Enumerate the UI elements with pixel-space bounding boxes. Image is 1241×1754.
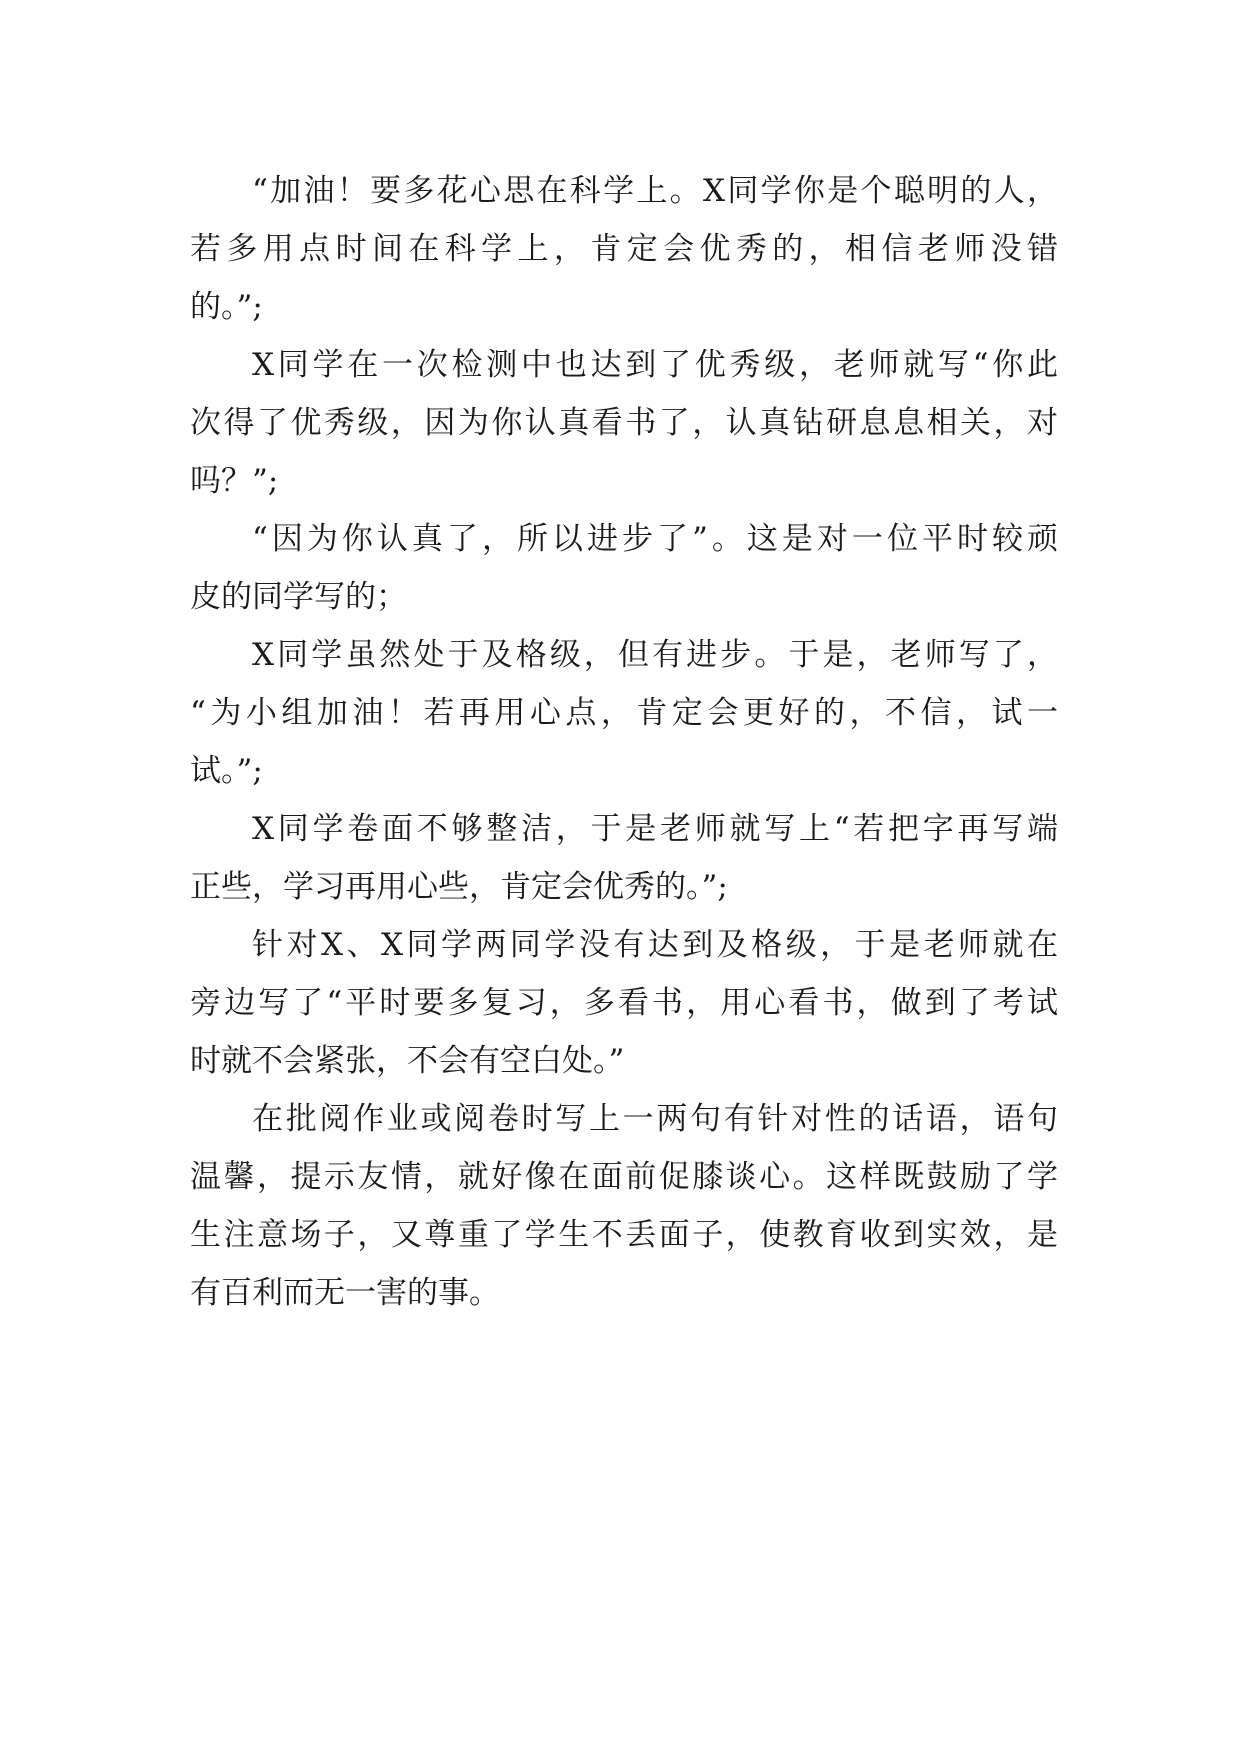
paragraph xyxy=(190,336,1058,510)
paragraph-line: 在批阅作业或阅卷时写上一两句有针对性的话语，语句 xyxy=(252,1101,1058,1137)
paragraph-line: “加油！要多花心思在科学上。X同学你是个聪明的人， xyxy=(252,173,1058,209)
paragraph-line: X同学卷面不够整洁，于是老师就写上“若把字再写端 xyxy=(252,811,1058,847)
paragraph-line: 时就不会紧张，不会有空白处。” xyxy=(190,1043,625,1079)
paragraph-line: 试。”; xyxy=(190,753,263,789)
paragraph xyxy=(190,626,1058,800)
paragraph-line: 针对X、X同学两同学没有达到及格级，于是老师就在 xyxy=(252,927,1058,963)
paragraph-line: X同学在一次检测中也达到了优秀级，老师就写“你此 xyxy=(252,347,1058,383)
paragraph-line: 皮的同学写的； xyxy=(190,579,407,615)
paragraph xyxy=(190,162,1058,336)
paragraph-line: 温馨，提示友情，就好像在面前促膝谈心。这样既鼓励了学 xyxy=(190,1159,1058,1195)
paragraph-line: 旁边写了“平时要多复习，多看书，用心看书，做到了考试 xyxy=(190,985,1058,1021)
paragraph-line: 生注意场子，又尊重了学生不丢面子，使教育收到实效，是 xyxy=(190,1217,1058,1253)
paragraph-line: 有百利而无一害的事。 xyxy=(190,1275,500,1311)
paragraph xyxy=(190,1090,1058,1322)
paragraph-line: 次得了优秀级，因为你认真看书了，认真钻研息息相关，对 xyxy=(190,405,1058,441)
paragraph-line: 若多用点时间在科学上，肯定会优秀的，相信老师没错 xyxy=(190,231,1058,267)
paragraph-line: 的。”; xyxy=(190,289,263,325)
paragraph-line: “因为你认真了，所以进步了”。这是对一位平时较顽 xyxy=(252,521,1058,557)
paragraph-line: “为小组加油！若再用心点，肯定会更好的，不信，试一 xyxy=(190,695,1058,731)
paragraph-line: X同学虽然处于及格级，但有进步。于是，老师写了， xyxy=(252,637,1058,673)
paragraph xyxy=(190,510,1058,626)
paragraph-line: 正些，学习再用心些，肯定会优秀的。”; xyxy=(190,869,728,905)
body-text xyxy=(190,162,1058,1322)
paragraph xyxy=(190,916,1058,1090)
paragraph xyxy=(190,800,1058,916)
paragraph-line: 吗？”; xyxy=(190,463,279,499)
